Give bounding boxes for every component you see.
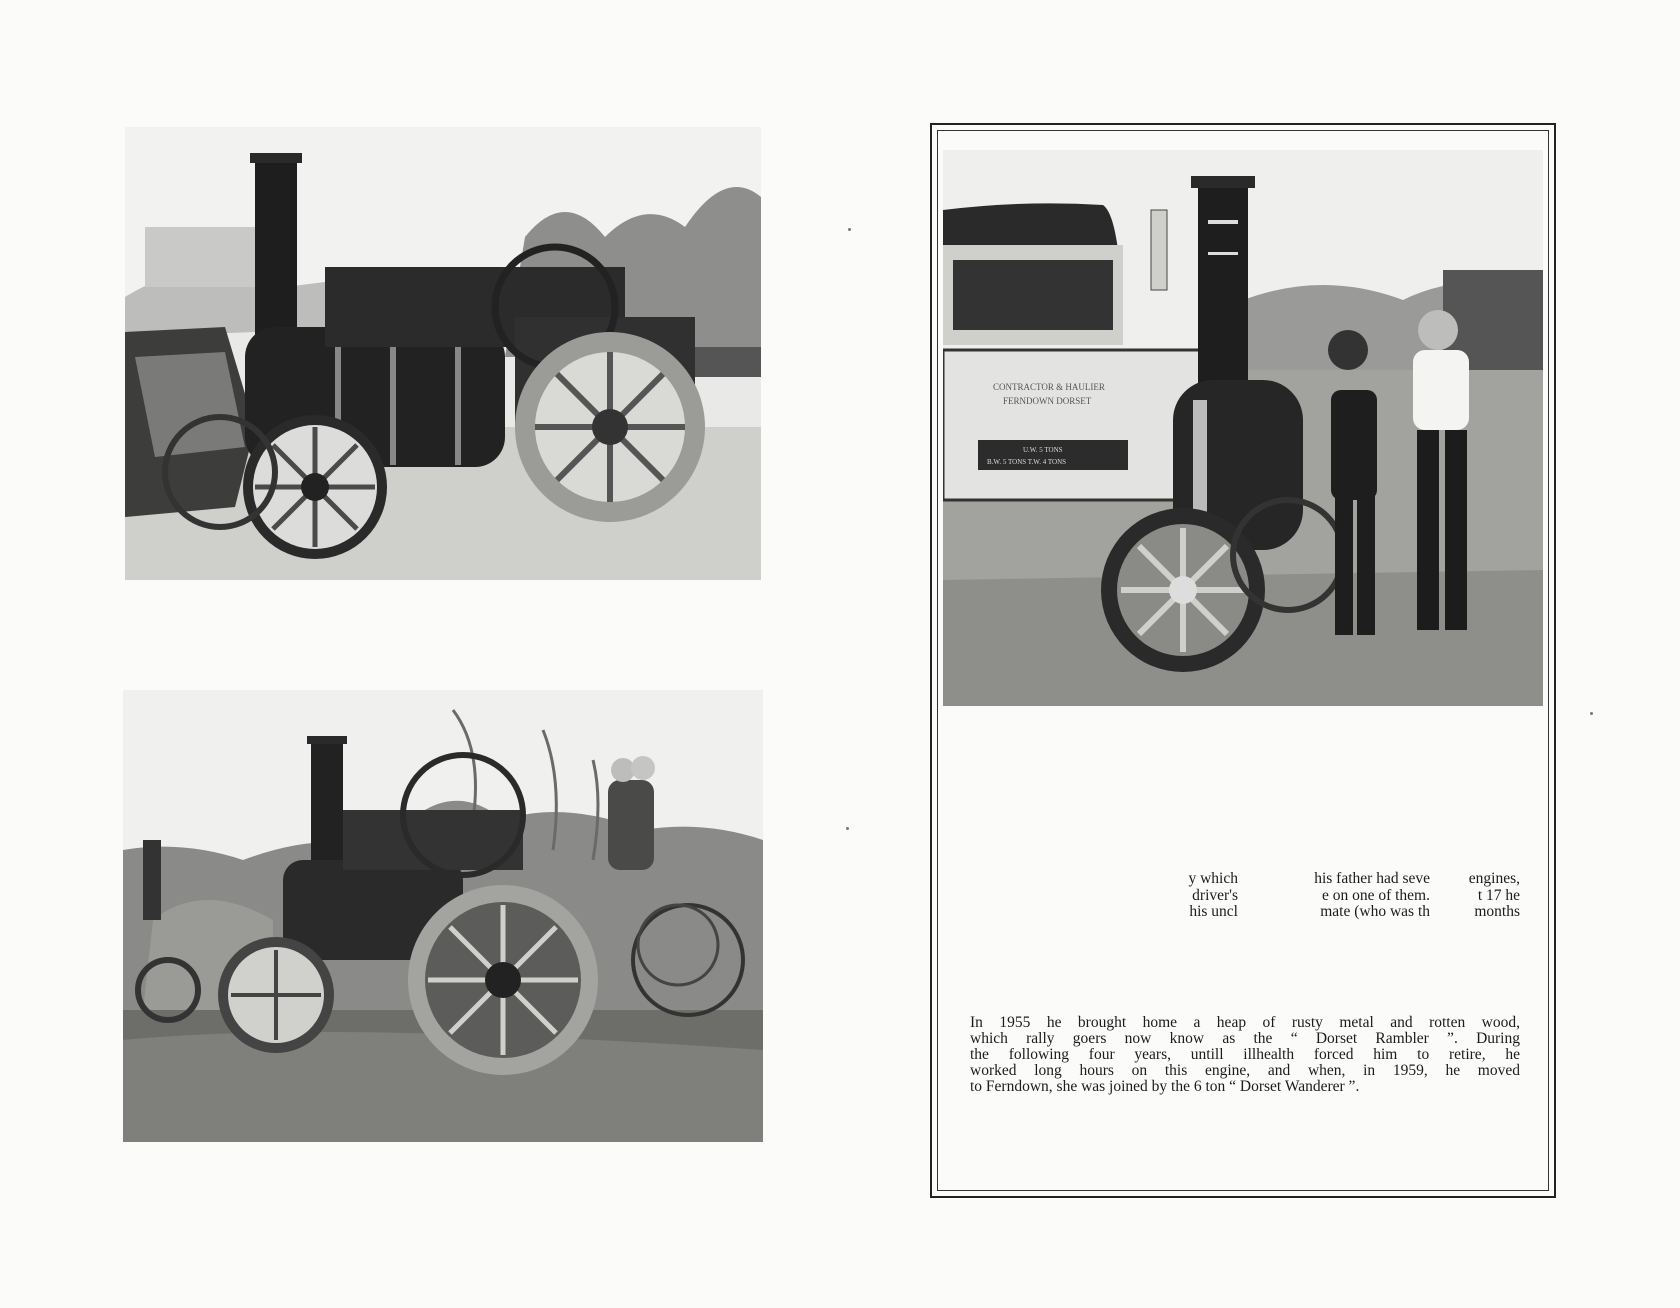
text-fragment-column-c [1440,871,1520,923]
plate-text-4: B.W. 5 TONS T.W. 4 TONS [987,458,1067,466]
traction-engine-photo-1 [125,127,761,580]
fragment-line: his father had seve [1314,870,1430,887]
fragment-line: months [1474,903,1520,920]
fragment-line: y which [1188,870,1238,887]
plate-text-2: FERNDOWN DORSET [1003,396,1092,406]
fragment-line: his uncl [1189,903,1238,920]
fragment-line: driver's [1192,886,1238,904]
speck [848,228,851,231]
fragment-line: e on one of them. [1321,886,1430,904]
speck [1590,712,1593,715]
plate-text-1: CONTRACTOR & HAULIER [993,382,1105,392]
fragment-line: t 17 he [1477,886,1520,904]
paragraph-line: the following four years, untill illhealth forced him to retire, he [970,1046,1520,1063]
body-paragraph [970,1015,1520,1095]
steam-wagon-photo [943,150,1543,706]
paragraph-line: to Ferndown, she was joined by the 6 ton “ Dorset Wanderer ”. [970,1078,1360,1095]
paragraph-line: which rally goers now know as the “ Dorset Rambler ”. During [970,1030,1520,1047]
traction-engine-photo-2 [123,690,763,1142]
paragraph-line: worked long hours on this engine, and when, in 1959, he moved [970,1062,1520,1079]
fragment-line: engines, [1468,870,1520,887]
text-fragment-column-b [1262,871,1430,923]
fragment-line: mate (who was th [1320,903,1430,920]
paragraph-line: In 1955 he brought home a heap of rusty metal and rotten wood, [970,1014,1520,1031]
speck [846,827,849,830]
plate-text-3: U.W. 5 TONS [1023,446,1063,454]
text-fragment-column-a [1120,871,1238,923]
